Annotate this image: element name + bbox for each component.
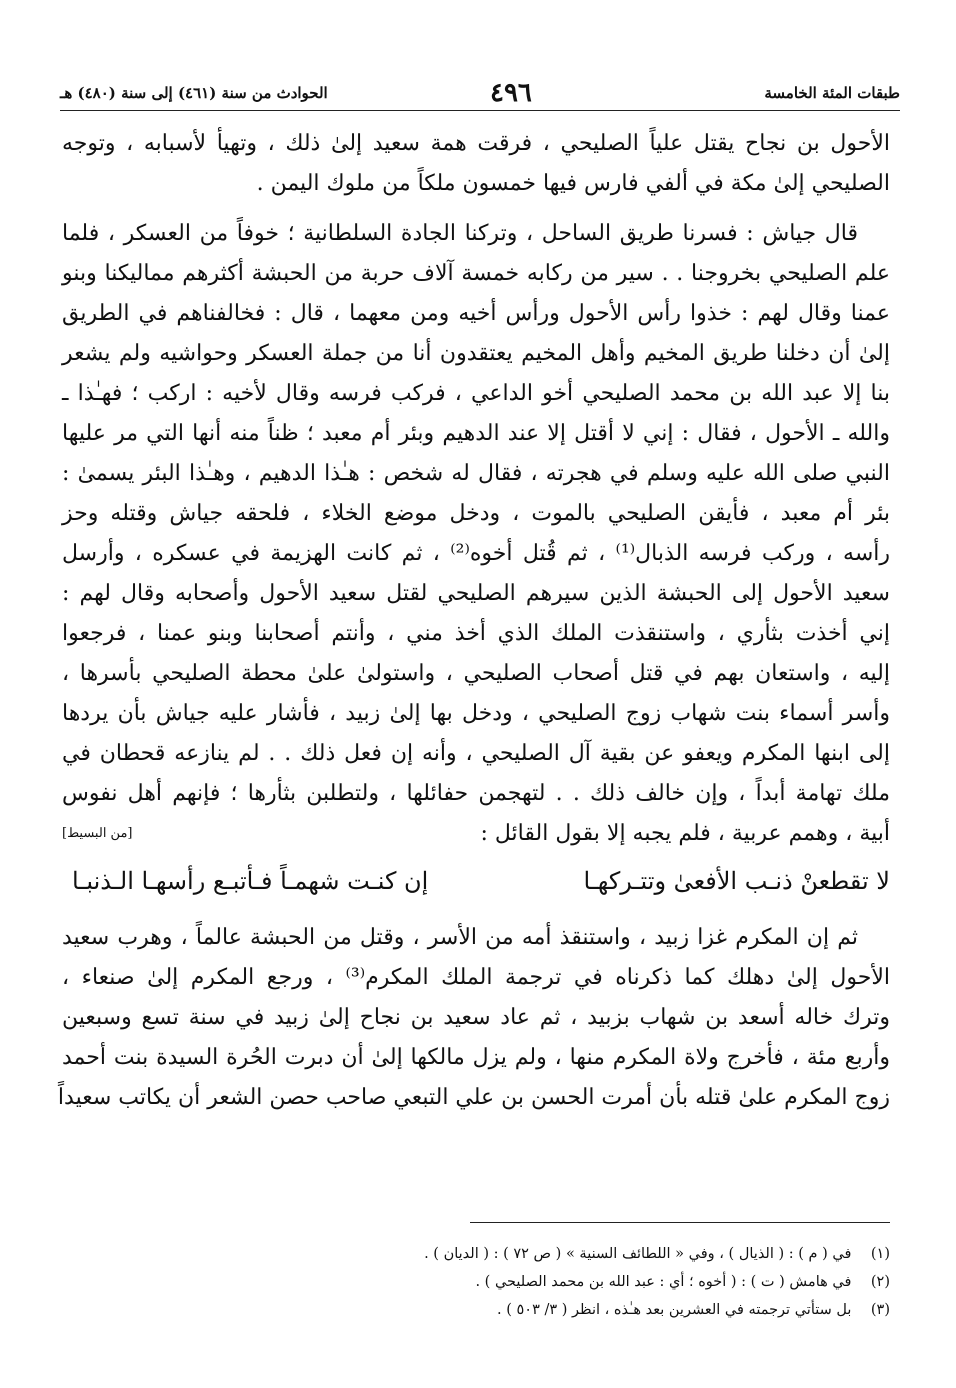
running-header xyxy=(60,78,900,108)
page-number: ٤٩٦ xyxy=(490,78,532,108)
footnote-text: بل ستأتي ترجمته في العشرين بعد هـٰذه ، انظر ( ٣/ ٥٠٣ ) . xyxy=(497,1302,852,1318)
text-line: إلى ابنها المكرم ويعفو عن بقية آل الصليحي ، وأنه إن فعل ذلك . . لم ينازعه قحطان في xyxy=(62,741,890,766)
text-line: وترك خاله أسعد بن شهاب بزبيد ، ثم عاد سعيد بن نجاح إلىٰ زبيد في سنة تسع وسبعين xyxy=(62,1005,890,1030)
text-line: الصليحي إلىٰ مكة في ألفي فارس فيها خمسون ملكاً من ملوك اليمن . xyxy=(256,171,890,196)
footnote-text: في هامش ( ت ) : ( أخوه ؛ أي : عبد الله بن محمد الصليحي ) . xyxy=(475,1274,852,1290)
text-line: والله ـ الأحول ، فقال : إني لا أقتل إلا عند الدهيم وبئر أم معبد ؛ ظناً منه أنها التي مر عليها xyxy=(62,421,890,446)
text-line: بئر أم معبد ، فأيقن الصليحي بالموت ، ودخل موضع الخلاء ، فلحقه جياش وقتله وحز xyxy=(62,501,890,526)
text-line: زوج المكرم علىٰ قتله بأن أمرت الحسن بن علي التبعي صاحب حصن الشعر أن يكاتب سعيداً xyxy=(57,1085,890,1110)
footnote xyxy=(190,1240,890,1268)
footnote-number: (١) xyxy=(870,1246,890,1262)
footnote-number: (٢) xyxy=(870,1274,890,1290)
poetry-verse xyxy=(62,858,890,904)
footnote xyxy=(190,1268,890,1296)
text-line: وأسر أسماء بنت شهاب زوج الصليحي ، ودخل بها إلىٰ زبيد ، فأشار عليه جياش بأن يردها xyxy=(62,701,890,726)
first-hemistich: لا تقطعنْ ذنـب الأفعىٰ وتتـركهـا xyxy=(583,867,890,895)
text-line: علم الصليحي بخروجنا . . سير من ركابه خمسة آلاف حربة من الحبشة أكثرهم مماليكنا وبنو xyxy=(62,261,890,286)
footnote-number: (٣) xyxy=(870,1302,890,1318)
book-title: طبقات المئة الخامسة xyxy=(764,84,900,102)
text-line: النبي صلى الله عليه وسلم في هجرته ، فقال له شخص : هـٰذا الدهيم ، وهـٰذا البئر يسمىٰ : xyxy=(62,461,890,486)
text-line-content: أبية ، وهمم عربية ، فلم يجبه إلا بقول القائل : xyxy=(480,821,890,846)
meter-tag: [من البسيط] xyxy=(62,826,133,841)
footnote-text: في ( م ) : ( الذيال ) ، وفي « اللطائف السنية » ( ص ٧٢ ) : ( الديان ) . xyxy=(424,1246,852,1262)
text-line: بنا إلا عبد الله بن محمد الصليحي أخو الداعي ، فركب فرسه وقال لأخيه : اركب ؛ فهـٰذا ـ xyxy=(62,381,890,406)
text-line: قال جياش : فسرنا طريق الساحل ، وتركنا الجادة السلطانية ؛ خوفاً من العسكر ، فلما xyxy=(62,221,858,246)
second-hemistich: إن كنـت شهمـاً فـأتبـع رأسهـا الـذنبـا xyxy=(72,867,429,895)
text-line: الأحول بن نجاح يقتل علياً الصليحي ، فرقت همة سعيد إلىٰ ذلك ، وتهيأ لأسبابه ، وتوجه xyxy=(62,131,890,156)
text-line: إليه ، واستعان بهم في قتل أصحاب الصليحي ، واستولىٰ علىٰ محطة الصليحي بأسرها ، xyxy=(62,661,890,686)
footnote xyxy=(190,1296,890,1324)
text-line xyxy=(62,814,890,854)
text-line: سعيد الأحول إلى الحبشة الذين سيرهم الصليحي لقتل سعيد الأحول وأصحابه وقال لهم : xyxy=(62,581,890,606)
text-line: إني أخذت بثأري ، واستنقذت الملك الذي أخذ مني ، وأنتم أصحابنا وبنو عمنا ، فرجعوا xyxy=(62,621,890,646)
text-line: ملك تهامة أبداً ، وإن خالف ذلك . . لتهجمن حفائلها ، ولتطلبن بثأرها ؛ فإنهم أهل نفوس xyxy=(62,781,890,806)
text-line: عمنا وقال لهم : خذوا رأس الأحول ورأس أخيه ومن معهما ، قال : فخالفناهم في الطريق xyxy=(62,301,890,326)
text-line: وأربع مئة ، فأخرج ولاة المكرم منها ، ولم يزل مالكها إلىٰ أن دبرت الحُرة السيدة بنت أحمد xyxy=(62,1045,890,1070)
footnote-rule xyxy=(470,1222,890,1223)
text-line: ثم إن المكرم غزا زبيد ، واستنقذ أمه من الأسر ، وقتل من الحبشة عالماً ، وهرب سعيد xyxy=(62,925,858,950)
footnotes xyxy=(190,1240,890,1324)
text-line: إلىٰ أن دخلنا طريق المخيم وأهل المخيم يعتقدون أنا من جملة العسكر وحواشيه ولم يشعر xyxy=(62,341,890,366)
main-text xyxy=(57,124,890,1118)
text-line: رأسه ، وركب فرسه الذبال⁽¹⁾ ، ثم قُتل أخوه⁽²⁾ ، ثم كانت الهزيمة في عسكره ، وأرسل xyxy=(62,541,890,566)
text-line: الأحول إلىٰ دهلك كما ذكرناه في ترجمة الملك المكرم⁽³⁾ ، ورجع المكرم إلىٰ صنعاء ، xyxy=(62,965,890,990)
header-rule xyxy=(60,110,900,111)
range-title: الحوادث من سنة (٤٦١) إلى سنة (٤٨٠) هـ xyxy=(60,84,328,102)
